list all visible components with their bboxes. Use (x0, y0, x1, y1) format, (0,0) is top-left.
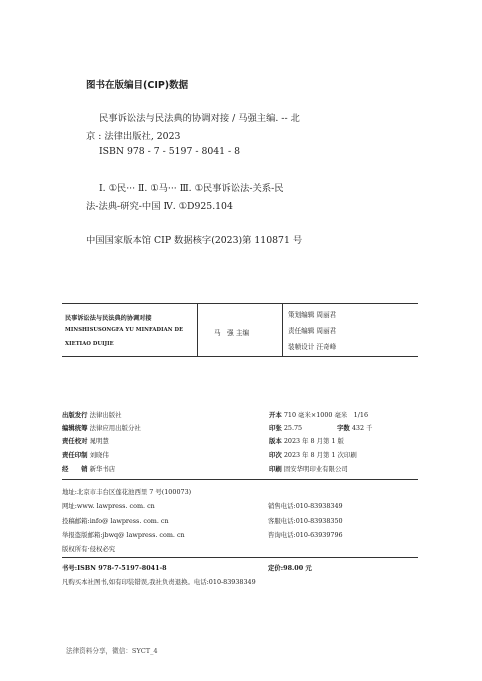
pub-value: 新华书店 (89, 465, 116, 473)
cip-line-2: 京 : 法律出版社, 2023 (86, 131, 181, 142)
bottom-top-rule (62, 557, 418, 558)
box-bottom-rule (62, 356, 418, 357)
cip-line-3: ISBN 978 - 7 - 5197 - 8041 - 8 (99, 146, 241, 157)
pub-label: 印次 (269, 451, 282, 459)
credit-planning-editor: 策划编辑 周丽君 (288, 311, 337, 319)
box-top-rule (62, 303, 418, 304)
pub-label: 出版发行 (62, 411, 88, 419)
contact-address: 地址:北京市丰台区莲花池西里 7 号(100073) (62, 488, 192, 496)
contact-top-rule (62, 479, 418, 480)
cip-line-6: 中国国家版本馆 CIP 数据核字(2023)第 110871 号 (86, 235, 303, 246)
pub-value: 固安华明印业有限公司 (283, 465, 348, 473)
pub-value: 刘晓伟 (89, 451, 109, 459)
contact-email: 投稿邮箱:info@ lawpress. com. cn (62, 517, 169, 525)
box-divider-right (282, 303, 283, 356)
contact-website: 网址:www. lawpress. com. cn (62, 502, 155, 510)
pub-value: 法律出版社 (89, 411, 122, 419)
cip-line-1: 民事诉讼法与民法典的协调对接 / 马强主编. -- 北 (99, 113, 300, 124)
pub-label: 印张 (269, 424, 282, 432)
footer-watermark: 法律资料分享，微信：SYCT_4 (66, 647, 158, 655)
box-divider-left (197, 303, 198, 356)
pub-label: 编辑统筹 (62, 424, 88, 432)
book-editor: 马 强 主编 (214, 329, 250, 337)
rights-notice: 版权所有·侵权必究 (62, 545, 116, 553)
pub-label: 字数 (337, 424, 350, 432)
pub-value: 710 毫米×1000 毫米 1/16 (283, 411, 369, 419)
credit-responsible-editor: 责任编辑 周丽君 (288, 327, 337, 335)
pub-label: 版本 (269, 437, 282, 445)
price-line: 定价:98.00 元 (268, 564, 312, 572)
isbn-line: 书号:ISBN 978-7-5197-8041-8 (62, 564, 167, 572)
credit-cover-design: 装帧设计 汪奇峰 (288, 343, 337, 351)
pub-label: 责任印制 (62, 451, 88, 459)
contact-sales-phone: 销售电话:010-83938349 (268, 502, 343, 510)
pub-value: 晁明慧 (89, 437, 109, 445)
pub-value: 432 千 (351, 424, 373, 432)
pub-label: 开本 (269, 411, 282, 419)
contact-service-phone: 客服电话:010-83938350 (268, 517, 343, 525)
book-pinyin-2: XIETIAO DUIJIE (65, 341, 114, 347)
pub-label: 印刷 (269, 465, 282, 473)
cip-heading: 图书在版编目(CIP)数据 (86, 80, 189, 91)
book-pinyin-1: MINSHISUSONGFA YU MINFADIAN DE (65, 327, 184, 333)
pub-value: 2023 年 8 月第 1 版 (283, 437, 344, 445)
pub-value: 25.75 (283, 424, 303, 432)
contact-consult-phone: 咨询电话:010-63939796 (268, 531, 343, 539)
book-title: 民事诉讼法与民法典的协调对接 (65, 315, 152, 322)
contact-report-email: 举报盗版邮箱:jbwq@ lawpress. com. cn (62, 531, 185, 539)
pub-value: 法律应用出版分社 (89, 424, 141, 432)
pub-value: 2023 年 8 月第 1 次印刷 (283, 451, 357, 459)
cip-line-4: Ⅰ. ①民··· Ⅱ. ①马··· Ⅲ. ①民事诉讼法-关系-民 (99, 183, 284, 194)
pub-label: 责任校对 (62, 437, 88, 445)
pub-label: 经 销 (62, 465, 88, 473)
cip-line-5: 法-法典-研究-中国 Ⅳ. ①D925.104 (86, 201, 233, 212)
return-notice: 凡购买本社图书,如有印装错误,我社负责退换。电话:010-83938349 (62, 578, 256, 586)
